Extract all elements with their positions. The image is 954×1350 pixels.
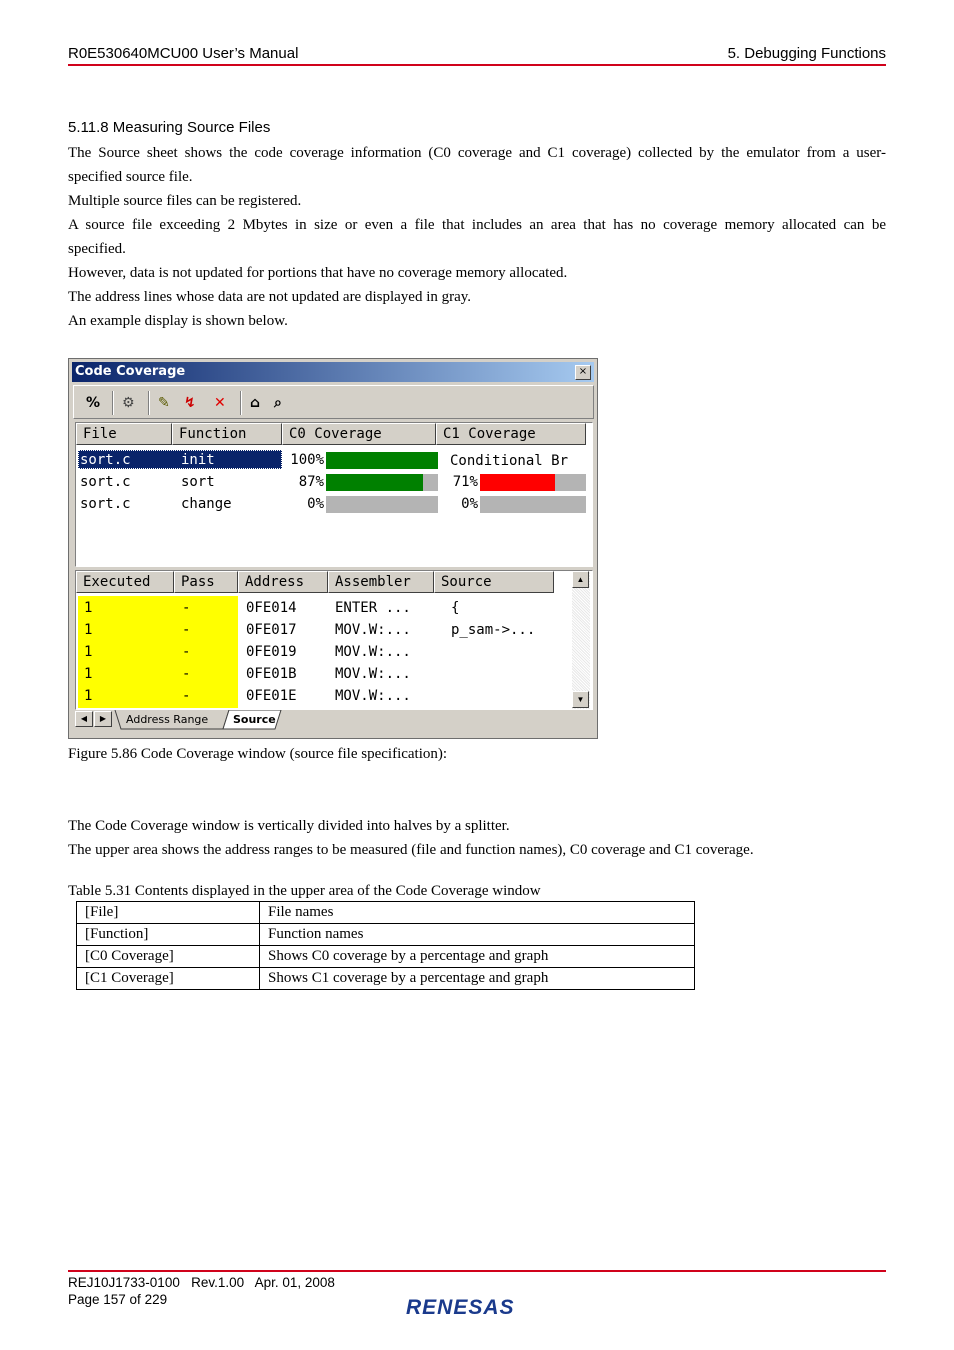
sheet-tabs [75, 710, 591, 730]
settings-icon[interactable]: ⚙ [122, 395, 135, 411]
table-row [77, 946, 695, 968]
row-c1-percent: 71% [452, 474, 478, 490]
row-c1-percent: 0% [461, 496, 478, 512]
intro-line-7: The address lines whose data are not updated are displayed in gray. [68, 289, 472, 305]
header-chapter: 5. Debugging Functions [727, 45, 886, 62]
renesas-logo [404, 1294, 552, 1325]
c0-coverage-bar [326, 496, 438, 513]
intro-line-3: Multiple source files can be registered. [68, 193, 302, 209]
col-header-assembler[interactable]: Assembler [328, 571, 434, 593]
percent-icon[interactable]: % [86, 395, 101, 411]
intro-line-1: The Source sheet shows the code coverage information (C0 coverage and C1 coverage) collected by the emulator from a user- [68, 145, 886, 161]
toolbar-separator [112, 391, 114, 415]
table-cell-description: Function names [260, 924, 695, 946]
row-file[interactable]: sort.c [80, 496, 131, 512]
table-cell-item: [C0 Coverage] [77, 946, 260, 968]
col-header-c1-coverage[interactable]: C1 Coverage [436, 423, 586, 445]
row-function[interactable]: change [181, 496, 232, 512]
figure-caption: Figure 5.86 Code Coverage window (source file specification): [68, 746, 448, 762]
row-source[interactable]: { [451, 600, 460, 616]
intro-line-4: A source file exceeding 2 Mbytes in size or even a file that includes an area that has no coverage memory allocated can be [68, 217, 886, 233]
upper-coverage-pane [75, 422, 593, 567]
col-header-address[interactable]: Address [238, 571, 328, 593]
header-doc-title: R0E530640MCU00 User’s Manual [68, 45, 299, 62]
row-address[interactable]: 0FE01B [246, 666, 297, 682]
row-executed: 1 [84, 622, 93, 638]
row-file[interactable]: sort.c [80, 474, 131, 490]
c0-coverage-bar [326, 452, 438, 469]
contents-table [76, 901, 695, 990]
code-coverage-window [68, 358, 598, 739]
col-header-function[interactable]: Function [172, 423, 282, 445]
scroll-up-icon[interactable]: ▲ [572, 571, 589, 588]
row-address[interactable]: 0FE017 [246, 622, 297, 638]
col-header-pass[interactable]: Pass [174, 571, 238, 593]
row-assembler[interactable]: MOV.W:... [335, 666, 411, 682]
table-caption: Table 5.31 Contents displayed in the upper area of the Code Coverage window [68, 883, 541, 899]
table-cell-item: [Function] [77, 924, 260, 946]
row-executed: 1 [84, 666, 93, 682]
table-cell-description: File names [260, 902, 695, 924]
row-c1-text: Conditional Br [450, 453, 569, 469]
c0-bar-fill [326, 474, 423, 491]
vertical-scrollbar[interactable] [572, 571, 590, 709]
c1-coverage-bar [480, 496, 586, 513]
c1-bar-fill [480, 474, 555, 491]
jump-icon[interactable]: ⌂ [250, 395, 261, 411]
intro-line-8: An example display is shown below. [68, 313, 288, 329]
body-line-1: The Code Coverage window is vertically divided into halves by a splitter. [68, 818, 510, 834]
row-executed: 1 [84, 600, 93, 616]
row-pass: - [182, 666, 191, 682]
header-rule [68, 64, 886, 66]
c0-coverage-bar [326, 474, 438, 491]
add-range-icon[interactable]: ↯ [184, 395, 196, 411]
footer-doc-id: REJ10J1733-0100 Rev.1.00 Apr. 01, 2008 [68, 1275, 335, 1290]
row-pass: - [182, 644, 191, 660]
row-address[interactable]: 0FE019 [246, 644, 297, 660]
row-assembler[interactable]: MOV.W:... [335, 622, 411, 638]
row-c0-percent: 100% [290, 452, 324, 468]
toolbar [73, 385, 594, 419]
table-cell-item: [C1 Coverage] [77, 968, 260, 990]
footer-page-number: Page 157 of 229 [68, 1292, 168, 1307]
col-header-source[interactable]: Source [434, 571, 554, 593]
row-address[interactable]: 0FE01E [246, 688, 297, 704]
row-function[interactable]: sort [181, 474, 215, 490]
delete-range-icon[interactable]: ✕ [214, 395, 226, 411]
toolbar-separator [148, 391, 150, 415]
edit-range-icon[interactable]: ✎ [158, 395, 170, 411]
c1-coverage-bar [480, 474, 586, 491]
intro-line-5: specified. [68, 241, 126, 257]
row-assembler[interactable]: MOV.W:... [335, 688, 411, 704]
body-line-2: The upper area shows the address ranges to be measured (file and function names), C0 coverage and C1 coverage. [68, 842, 754, 858]
intro-line-2: specified source file. [68, 169, 193, 185]
tab-scroll-left-icon[interactable]: ◀ [75, 711, 93, 727]
intro-line-6: However, data is not updated for portions that have no coverage memory allocated. [68, 265, 568, 281]
table-cell-description: Shows C1 coverage by a percentage and graph [260, 968, 695, 990]
col-header-executed[interactable]: Executed [76, 571, 174, 593]
section-title: 5.11.8 Measuring Source Files [68, 119, 271, 136]
scroll-down-icon[interactable]: ▼ [572, 691, 589, 708]
row-pass: - [182, 600, 191, 616]
row-address[interactable]: 0FE014 [246, 600, 297, 616]
col-header-c0-coverage[interactable]: C0 Coverage [282, 423, 436, 445]
executed-highlight [78, 596, 238, 708]
close-icon[interactable]: × [575, 365, 591, 380]
tab-scroll-right-icon[interactable]: ▶ [94, 711, 112, 727]
tab-address-range[interactable]: Address Range [126, 713, 209, 726]
row-pass: - [182, 688, 191, 704]
toolbar-separator [240, 391, 242, 415]
row-source[interactable]: p_sam->... [451, 622, 536, 638]
row-executed: 1 [84, 688, 93, 704]
row-c0-percent: 87% [298, 474, 324, 490]
logo-text: RENESAS [406, 1296, 515, 1319]
table-cell-description: Shows C0 coverage by a percentage and graph [260, 946, 695, 968]
row-pass: - [182, 622, 191, 638]
table-row [77, 902, 695, 924]
row-executed: 1 [84, 644, 93, 660]
col-header-file[interactable]: File [76, 423, 172, 445]
row-assembler[interactable]: MOV.W:... [335, 644, 411, 660]
find-icon[interactable]: ⌕ [274, 395, 282, 411]
table-cell-item: [File] [77, 902, 260, 924]
row-file[interactable]: sort.c [80, 452, 131, 468]
window-title: Code Coverage [75, 364, 186, 379]
lower-source-pane [75, 570, 593, 710]
row-c0-percent: 0% [307, 496, 324, 512]
table-row [77, 968, 695, 990]
row-assembler[interactable]: ENTER ... [335, 600, 411, 616]
table-row [77, 924, 695, 946]
c0-bar-fill [326, 452, 438, 469]
tab-source[interactable]: Source [233, 713, 276, 726]
window-titlebar[interactable] [72, 362, 594, 382]
footer-rule [68, 1270, 886, 1272]
row-function[interactable]: init [181, 452, 215, 468]
